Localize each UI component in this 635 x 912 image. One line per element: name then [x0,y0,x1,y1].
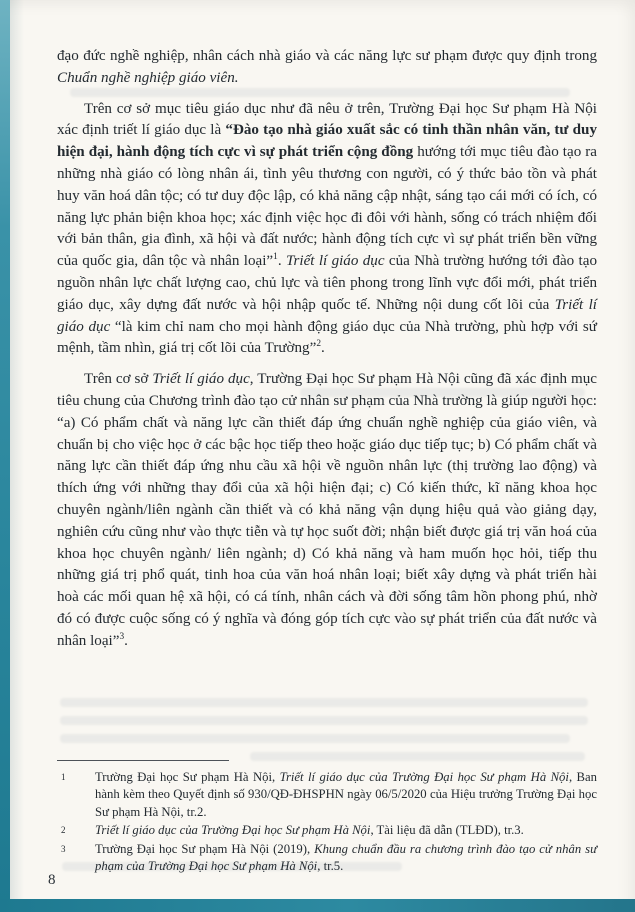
bleed-through-line [60,716,588,725]
paragraph-philosophy: Trên cơ sở mục tiêu giáo dục như đã nêu ở trên, Trường Đại học Sư phạm Hà Nội xác định triết lí giáo dục là “Đào tạo nhà giáo xuất sắc có tinh thần nhân văn, tư duy hiện đại, hành động tích cực vì sự phát triển cộng đồng hướng tới mục tiêu đào tạo ra những nhà giáo có lòng nhân ái, tình yêu thương con người, có ý thức bảo tồn và phát huy văn hoá dân tộc; có tư duy độc lập, có khả năng cập nhật, sáng tạo cái mới có ích, có năng lực phản biện khoa học; xác định việc học đi đôi với hành, sống có trách nhiệm đối với bản thân, gia đình, xã hội và đất nước; hành động tích cực vì sự phát triển bền vững của quốc gia, dân tộc và nhân loại”$^1$. Triết lí giáo dục của Nhà trường hướng tới đào tạo nguồn nhân lực chất lượng cao, chủ lực và tiên phong trong lĩnh vực đổi mới, phát triển giáo dục, xây dựng đất nước và hội nhập quốc tế. Những nội dung cốt lõi của Triết lí giáo dục “là kim chỉ nam cho mọi hành động giáo dục của Nhà trường, phù hợp với sứ mệnh, tầm nhìn, giá trị cốt lõi của Trường”$^2$. [57,100,598,357]
footnote-marker: 3 [61,843,66,854]
footnote-item [57,841,597,876]
edge-shadow [10,0,24,912]
footnote-text: Triết lí giáo dục của Trường Đại học Sư phạm Hà Nội, Tài liệu đã dẫn (TLĐD), tr.3. [95,823,524,838]
footnotes [57,760,597,876]
page-number: 8 [48,872,56,888]
footnote-separator [57,760,229,761]
footnote-item [57,822,597,839]
footnote-text: Trường Đại học Sư phạm Hà Nội, Triết lí giáo dục của Trường Đại học Sư phạm Hà Nội, Ban hành kèm theo Quyết định số 930/QĐ-ĐHSPHN ngày 06/5/2020 của Hiệu trưởng Trường Đại học Sư phạm Hà Nội, tr.2. [95,770,597,819]
bleed-through-line [60,734,570,743]
footnote-marker: 1 [61,772,66,782]
footnote-item [57,769,597,821]
book-edge-left [0,0,10,912]
bleed-through-line [60,698,588,707]
footnote-text: Trường Đại học Sư phạm Hà Nội (2019), Khung chuẩn đầu ra chương trình đào tạo cử nhân sư phạm của Trường Đại học Sư phạm Hà Nội, tr.5. [95,841,597,874]
body-text [57,46,597,662]
paragraph-objectives: Trên cơ sở Triết lí giáo dục, Trường Đại học Sư phạm Hà Nội cũng đã xác định mục tiêu chung của Chương trình đào tạo cử nhân sư phạm của Nhà trường là giúp người học: “a) Có phẩm chất và năng lực cần thiết đáp ứng chuẩn nghề nghiệp của giáo viên, và chuẩn bị cho việc học ở các bậc học tiếp theo hoặc giáo dục tiếp tục; b) Có phẩm chất và năng lực cần thiết đáp ứng nhu cầu xã hội về nguồn nhân lực (thị trường lao động) và thích ứng với những thay đổi của xã hội hiện đại; c) Có kiến thức, kĩ năng khoa học chuyên ngành/liên ngành cần thiết và có khả năng vận dụng hiệu quả vào giảng dạy, nghiên cứu cũng như vào thực tiễn và tự học suốt đời; nhận biết được giá trị văn hoá của khoa học chuyên ngành/ liên ngành; d) Có khả năng và ham muốn học hỏi, tiếp thu những giá trị phổ quát, tinh hoa của văn hoá nhân loại; biết xây dựng và phát triển hài hoà các mối quan hệ xã hội, có cá tính, nhân cách và đời sống tâm hồn phong phú, nhờ đó có được cuộc sống có ý nghĩa và đóng góp tích cực vào sự phát triển của đất nước và nhân loại”$^3$. [57,371,597,649]
book-edge-bottom [0,899,635,912]
footnote-marker: 2 [61,825,66,836]
paragraph-continuation: đạo đức nghề nghiệp, nhân cách nhà giáo và các năng lực sư phạm được quy định trong Chuẩn nghề nghiệp giáo viên. [57,48,597,86]
